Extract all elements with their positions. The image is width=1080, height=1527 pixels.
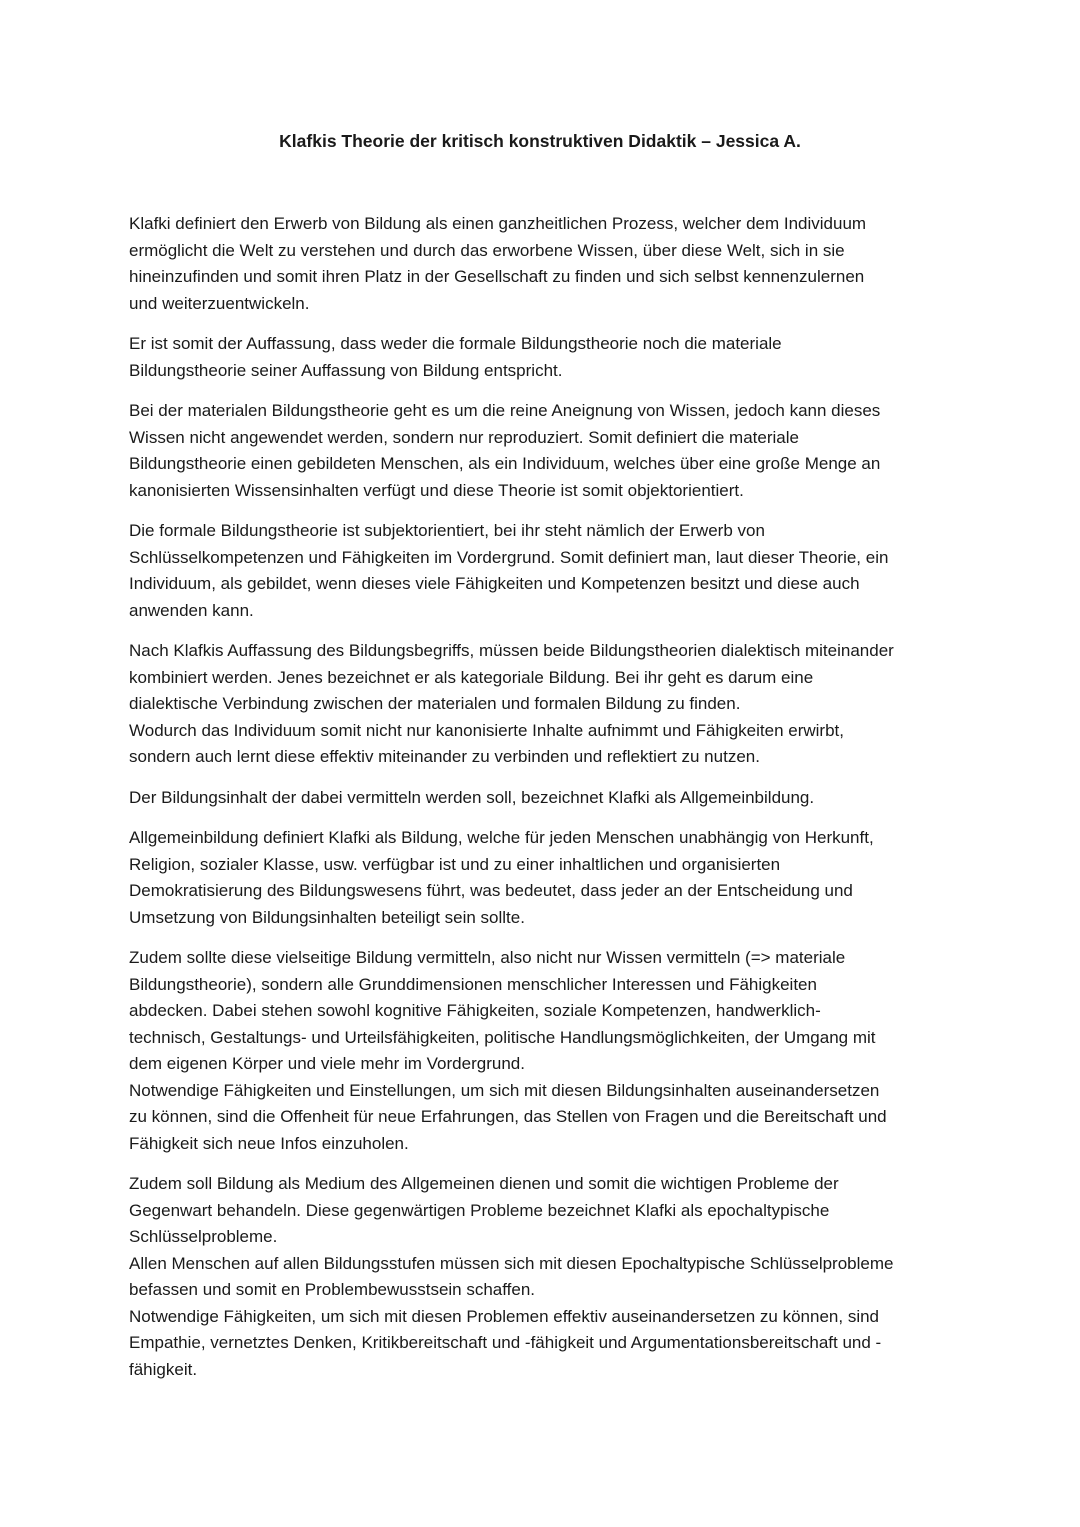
text-line: technisch, Gestaltungs- und Urteilsfähigkeiten, politische Handlungsmöglichkeiten, der Umgang mit <box>129 1027 876 1047</box>
text-line: dem eigenen Körper und viele mehr im Vordergrund. <box>129 1054 525 1073</box>
text-line: hineinzufinden und somit ihren Platz in der Gesellschaft zu finden und sich selbst kennenzulernen <box>129 267 865 286</box>
text-line: Demokratisierung des Bildungswesens führt, was bedeutet, dass jeder an der Entscheidung und <box>129 881 853 900</box>
text-line: Der Bildungsinhalt der dabei vermitteln werden soll, bezeichnet Klafki als Allgemeinbildung. <box>129 787 815 807</box>
text-line: Wodurch das Individuum somit nicht nur kanonisierte Inhalte aufnimmt und Fähigkeiten erwirbt, <box>129 720 844 740</box>
text-line: Allen Menschen auf allen Bildungsstufen müssen sich mit diesen Epochaltypische Schlüsselprobleme <box>129 1253 894 1273</box>
text-line: dialektische Verbindung zwischen der materialen und formalen Bildung zu finden. <box>129 694 741 713</box>
paragraph-7 <box>129 825 959 931</box>
text-line: abdecken. Dabei stehen sowohl kognitive Fähigkeiten, soziale Kompetenzen, handwerklich- <box>129 1001 821 1020</box>
document-body <box>129 211 959 1397</box>
paragraph-5 <box>129 638 959 771</box>
paragraph-3 <box>129 398 959 504</box>
text-line: kombiniert werden. Jenes bezeichnet er als kategoriale Bildung. Bei ihr geht es darum eine <box>129 667 814 687</box>
text-line: Zudem sollte diese vielseitige Bildung vermitteln, also nicht nur Wissen vermitteln (=> materiale <box>129 948 846 967</box>
text-line: Empathie, vernetztes Denken, Kritikbereitschaft und -fähigkeit und Argumentationsbereitschaft und - <box>129 1333 882 1352</box>
text-line: anwenden kann. <box>129 600 254 620</box>
text-line: Fähigkeit sich neue Infos einzuholen. <box>129 1133 409 1153</box>
paragraph-1 <box>129 211 959 317</box>
paragraph-4 <box>129 518 959 624</box>
text-line: fähigkeit. <box>129 1359 198 1379</box>
paragraph-2 <box>129 331 959 384</box>
text-line: Schlüsselkompetenzen und Fähigkeiten im Vordergrund. Somit definiert man, laut dieser Theorie, ein <box>129 547 889 567</box>
text-line: Wissen nicht angewendet werden, sondern nur reproduziert. Somit definiert die materiale <box>129 427 799 447</box>
text-line: Bei der materialen Bildungstheorie geht es um die reine Aneignung von Wissen, jedoch kann dieses <box>129 401 881 420</box>
text-line: Bildungstheorie einen gebildeten Menschen, als ein Individuum, welches über eine große Menge an <box>129 454 881 473</box>
text-line: Bildungstheorie), sondern alle Grunddimensionen menschlicher Interessen und Fähigkeiten <box>129 974 817 994</box>
text-line: zu können, sind die Offenheit für neue Erfahrungen, das Stellen von Fragen und die Bereitschaft und <box>129 1107 887 1126</box>
paragraph-8 <box>129 945 959 1157</box>
text-line: Bildungstheorie seiner Auffassung von Bildung entspricht. <box>129 360 563 380</box>
text-line: Gegenwart behandeln. Diese gegenwärtigen Probleme bezeichnet Klafki als epochaltypische <box>129 1200 830 1220</box>
text-line: Er ist somit der Auffassung, dass weder die formale Bildungstheorie noch die materiale <box>129 334 782 353</box>
text-line: Allgemeinbildung definiert Klafki als Bildung, welche für jeden Menschen unabhängig von Herkunft, <box>129 828 874 847</box>
text-line: Umsetzung von Bildungsinhalten beteiligt sein sollte. <box>129 907 525 927</box>
text-line: kanonisierten Wissensinhalten verfügt und diese Theorie ist somit objektorientiert. <box>129 480 744 500</box>
document-title: Klafkis Theorie der kritisch konstruktiven Didaktik – Jessica A. <box>279 131 801 151</box>
text-line: Klafki definiert den Erwerb von Bildung als einen ganzheitlichen Prozess, welcher dem Individuum <box>129 214 867 233</box>
text-line: Die formale Bildungstheorie ist subjektorientiert, bei ihr steht nämlich der Erwerb von <box>129 521 765 540</box>
text-line: befassen und somit en Problembewusstsein schaffen. <box>129 1280 536 1299</box>
text-line: Notwendige Fähigkeiten, um sich mit diesen Problemen effektiv auseinandersetzen zu können, sind <box>129 1306 880 1326</box>
text-line: Notwendige Fähigkeiten und Einstellungen, um sich mit diesen Bildungsinhalten auseinandersetzen <box>129 1080 880 1100</box>
text-line: ermöglicht die Welt zu verstehen und durch das erworbene Wissen, über diese Welt, sich in sie <box>129 240 845 260</box>
text-line: und weiterzuentwickeln. <box>129 293 310 313</box>
text-line: Nach Klafkis Auffassung des Bildungsbegriffs, müssen beide Bildungstheorien dialektisch miteinander <box>129 641 894 660</box>
text-line: Schlüsselprobleme. <box>129 1227 278 1246</box>
paragraph-6 <box>129 785 959 812</box>
text-line: Religion, sozialer Klasse, usw. verfügbar ist und zu einer inhaltlichen und organisierten <box>129 854 781 874</box>
text-line: Individuum, als gebildet, wenn dieses viele Fähigkeiten und Kompetenzen besitzt und diese auch <box>129 574 860 593</box>
text-line: Zudem soll Bildung als Medium des Allgemeinen dienen und somit die wichtigen Probleme der <box>129 1174 839 1193</box>
paragraph-9 <box>129 1171 959 1383</box>
text-line: sondern auch lernt diese effektiv miteinander zu verbinden und reflektiert zu nutzen. <box>129 747 760 766</box>
